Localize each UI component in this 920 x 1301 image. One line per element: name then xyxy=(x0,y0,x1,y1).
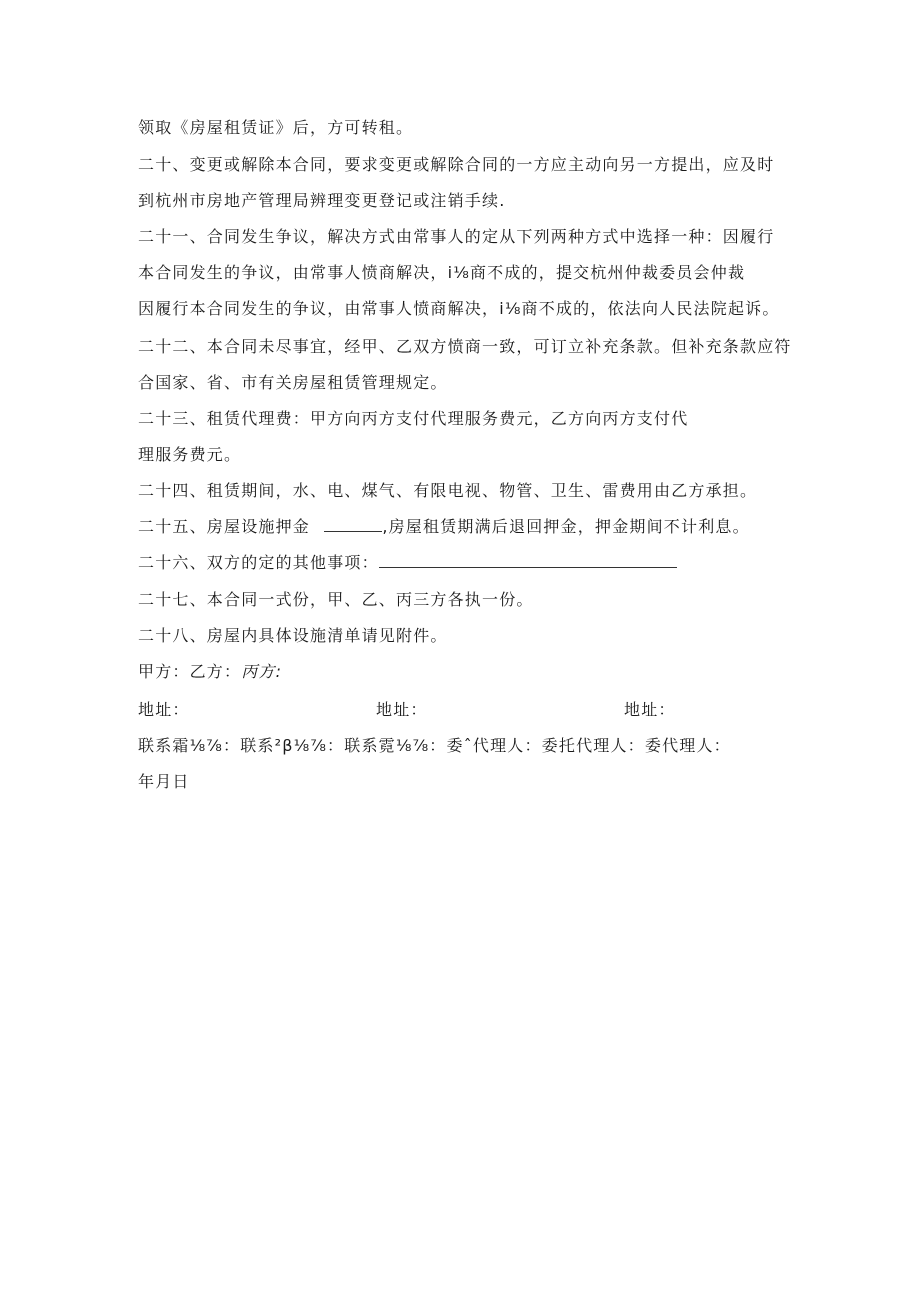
clause-21-line-2: 本合同发生的争议，由常事人愤商解决，i⅛商不成的，提交杭州仲裁委员会仲裁 xyxy=(138,263,746,282)
clause-21-line-3: 因履行本合同发生的争议，由常事人愤商解决，i⅛商不成的，依法向人民法院起诉。 xyxy=(138,299,780,318)
clause-27-line: 二十七、本合同一式份，甲、乙、丙三方各执一份。 xyxy=(138,590,534,609)
clause-25-line xyxy=(138,517,750,537)
clause-20-line-1: 二十、变更或解除本合同，要求变更或解除合同的一方应主动向另一方提出，应及时 xyxy=(138,155,775,174)
clause-28-line: 二十八、房屋内具体设施清单请见附件。 xyxy=(138,626,448,645)
clause-21-line-1: 二十一、合同发生争议，解决方式由常事人的定从下列两种方式中选择一种：因履行 xyxy=(138,227,775,246)
address-bing: 地址： xyxy=(624,700,676,719)
deposit-blank xyxy=(324,517,382,532)
clause-20-line-2: 到杭州市房地产管理局辨理变更登记或注销手续. xyxy=(138,191,506,210)
address-yi: 地址： xyxy=(376,700,428,719)
clause-26-prefix: 二十六、双方的定的其他事项： xyxy=(138,553,379,572)
clause-24-line: 二十四、租赁期间，水、电、煤气、有限电视、物管、卫生、雷费用由乙方承担。 xyxy=(138,481,758,500)
parties-line xyxy=(138,662,282,682)
contacts-line: 联系霜⅛⅞：联系²β⅛⅞：联系霓⅛⅞：委ˆ代理人：委托代理人：委代理人： xyxy=(138,736,731,755)
party-jia-yi: 甲方：乙方： xyxy=(138,662,242,681)
clause-22-line-2: 合国家、省、市有关房屋租赁管理规定。 xyxy=(138,373,448,392)
date-line: 年月日 xyxy=(138,772,190,791)
other-matters-blank xyxy=(379,553,677,568)
address-jia: 地址： xyxy=(138,700,190,719)
clause-22-line-1: 二十二、本合同未尽事宜，经甲、乙双方愤商一致，可订立补充条款。但补充条款应符 xyxy=(138,337,792,356)
text-line-1: 领取《房屋租赁证》后，方可转租。 xyxy=(138,118,414,137)
clause-23-line-1: 二十三、租赁代理费：甲方向丙方支付代理服务费元，乙方向丙方支付代 xyxy=(138,409,689,428)
clause-25-prefix: 二十五、房屋设施押金 xyxy=(138,517,311,536)
clause-25-suffix: ,房屋租赁期满后退回押金，押金期间不计利息。 xyxy=(382,517,750,536)
clause-26-line xyxy=(138,553,677,573)
party-bing: 丙方: xyxy=(241,662,283,681)
clause-23-line-2: 理服务费元。 xyxy=(138,445,242,464)
